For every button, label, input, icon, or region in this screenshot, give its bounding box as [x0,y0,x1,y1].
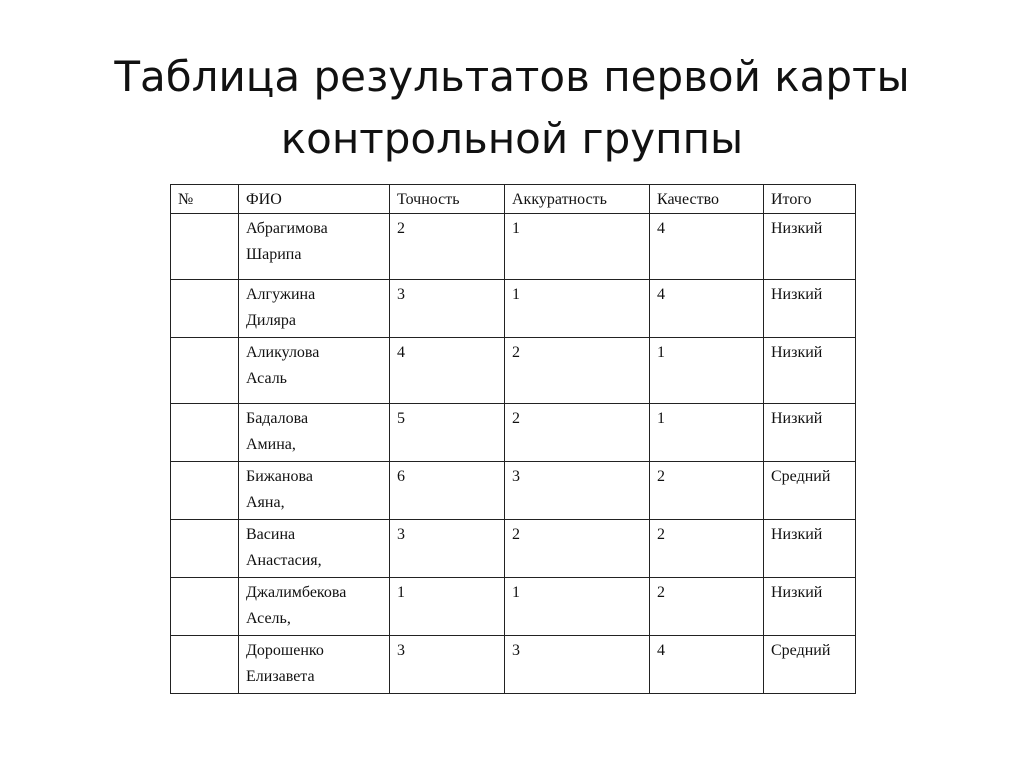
cell-quality: 1 [650,404,764,462]
surname: Бадалова [246,410,309,427]
cell-total: Низкий [764,214,856,280]
cell-accuracy: 1 [390,578,505,636]
header-accuracy: Точность [390,185,505,214]
cell-total: Низкий [764,404,856,462]
cell-quality: 4 [650,280,764,338]
given-name: Асаль [246,370,287,387]
cell-neatness: 1 [505,578,650,636]
cell-neatness: 2 [505,404,650,462]
cell-number [171,404,239,462]
cell-total: Средний [764,636,856,694]
cell-accuracy: 3 [390,280,505,338]
cell-accuracy: 3 [390,520,505,578]
cell-neatness: 2 [505,520,650,578]
slide-title [40,46,984,170]
cell-quality: 2 [650,578,764,636]
cell-name [239,636,390,694]
cell-accuracy: 2 [390,214,505,280]
cell-number [171,338,239,404]
cell-name [239,338,390,404]
table-row [171,636,856,694]
given-name: Диляра [246,312,296,329]
surname: Алгужина [246,286,316,303]
cell-neatness: 2 [505,338,650,404]
given-name: Елизавета [246,668,315,685]
cell-total: Средний [764,462,856,520]
cell-number [171,636,239,694]
cell-name [239,404,390,462]
surname: Джалимбекова [246,584,347,601]
given-name: Шарипа [246,246,302,263]
cell-neatness: 3 [505,636,650,694]
cell-quality: 4 [650,636,764,694]
cell-number [171,520,239,578]
table-row [171,404,856,462]
slide-title-line-1: Таблица результатов первой карты [114,52,910,101]
table-row [171,578,856,636]
table-row [171,338,856,404]
surname: Аликулова [246,344,320,361]
cell-accuracy: 3 [390,636,505,694]
slide-title-line-2: контрольной группы [280,114,744,163]
header-number: № [171,185,239,214]
header-neatness: Аккуратность [505,185,650,214]
header-quality: Качество [650,185,764,214]
cell-total: Низкий [764,578,856,636]
cell-accuracy: 5 [390,404,505,462]
cell-neatness: 1 [505,280,650,338]
cell-total: Низкий [764,280,856,338]
cell-name [239,280,390,338]
header-name: ФИО [239,185,390,214]
cell-number [171,214,239,280]
cell-name [239,520,390,578]
table-row [171,520,856,578]
cell-name [239,214,390,280]
cell-neatness: 3 [505,462,650,520]
surname: Дорошенко [246,642,324,659]
given-name: Асель, [246,610,291,627]
cell-accuracy: 4 [390,338,505,404]
cell-accuracy: 6 [390,462,505,520]
cell-name [239,462,390,520]
cell-name [239,578,390,636]
cell-number [171,578,239,636]
table-row [171,214,856,280]
table-header-row [171,185,856,214]
cell-number [171,462,239,520]
cell-number [171,280,239,338]
results-table [170,184,856,694]
cell-quality: 2 [650,520,764,578]
table-row [171,280,856,338]
cell-quality: 1 [650,338,764,404]
surname: Бижанова [246,468,313,485]
surname: Абрагимова [246,220,328,237]
given-name: Аяна, [246,494,285,511]
header-total: Итого [764,185,856,214]
cell-total: Низкий [764,338,856,404]
cell-neatness: 1 [505,214,650,280]
surname: Васина [246,526,296,543]
given-name: Амина, [246,436,296,453]
cell-total: Низкий [764,520,856,578]
table-row [171,462,856,520]
given-name: Анастасия, [246,552,322,569]
cell-quality: 4 [650,214,764,280]
cell-quality: 2 [650,462,764,520]
